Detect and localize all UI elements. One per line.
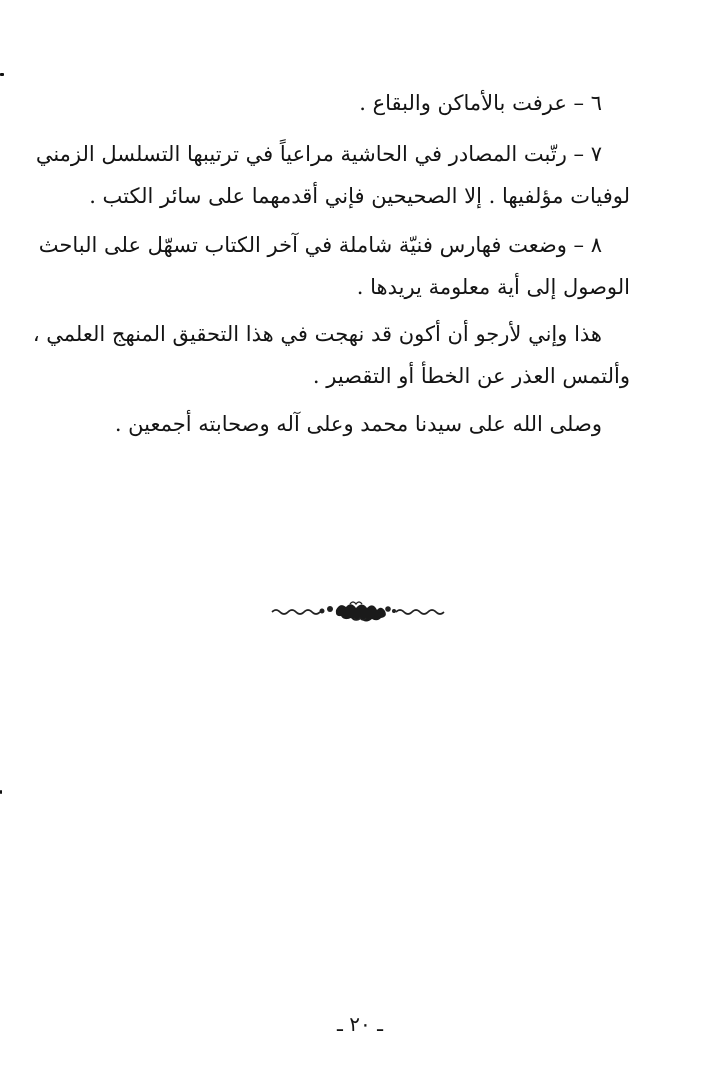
blessing-line: وصلى الله على سيدنا محمد وعلى آله وصحابته أجمعين .	[114, 412, 602, 436]
scan-edge-mark	[0, 73, 4, 76]
closing-paragraph	[32, 313, 630, 397]
item-8	[38, 224, 630, 308]
ornament-divider-icon	[270, 598, 452, 622]
item-6	[60, 82, 630, 124]
item-7-line-1: ٧ – رتّبت المصادر في الحاشية مراعياً في ترتيبها التسلسل الزمني	[35, 142, 602, 166]
blessing-paragraph	[60, 403, 630, 445]
scan-edge-mark	[0, 790, 2, 794]
item-7-line-2: لوفيات مؤلفيها . إلا الصحيحين فإني أقدمهما على سائر الكتب .	[89, 184, 630, 208]
item-8-line-1: ٨ – وضعت فهارس فنيّة شاملة في آخر الكتاب تسهّل على الباحث	[38, 233, 602, 257]
item-7	[35, 133, 630, 217]
page-number: ـ ٢٠ ـ	[337, 1012, 383, 1036]
item-8-line-2: الوصول إلى أية معلومة يريدها .	[356, 275, 630, 299]
item-6-line-1: ٦ – عرفت بالأماكن والبقاع .	[359, 91, 602, 115]
closing-line-2: وألتمس العذر عن الخطأ أو التقصير .	[312, 364, 630, 388]
closing-line-1: هذا وإني لأرجو أن أكون قد نهجت في هذا التحقيق المنهج العلمي ،	[32, 322, 602, 346]
